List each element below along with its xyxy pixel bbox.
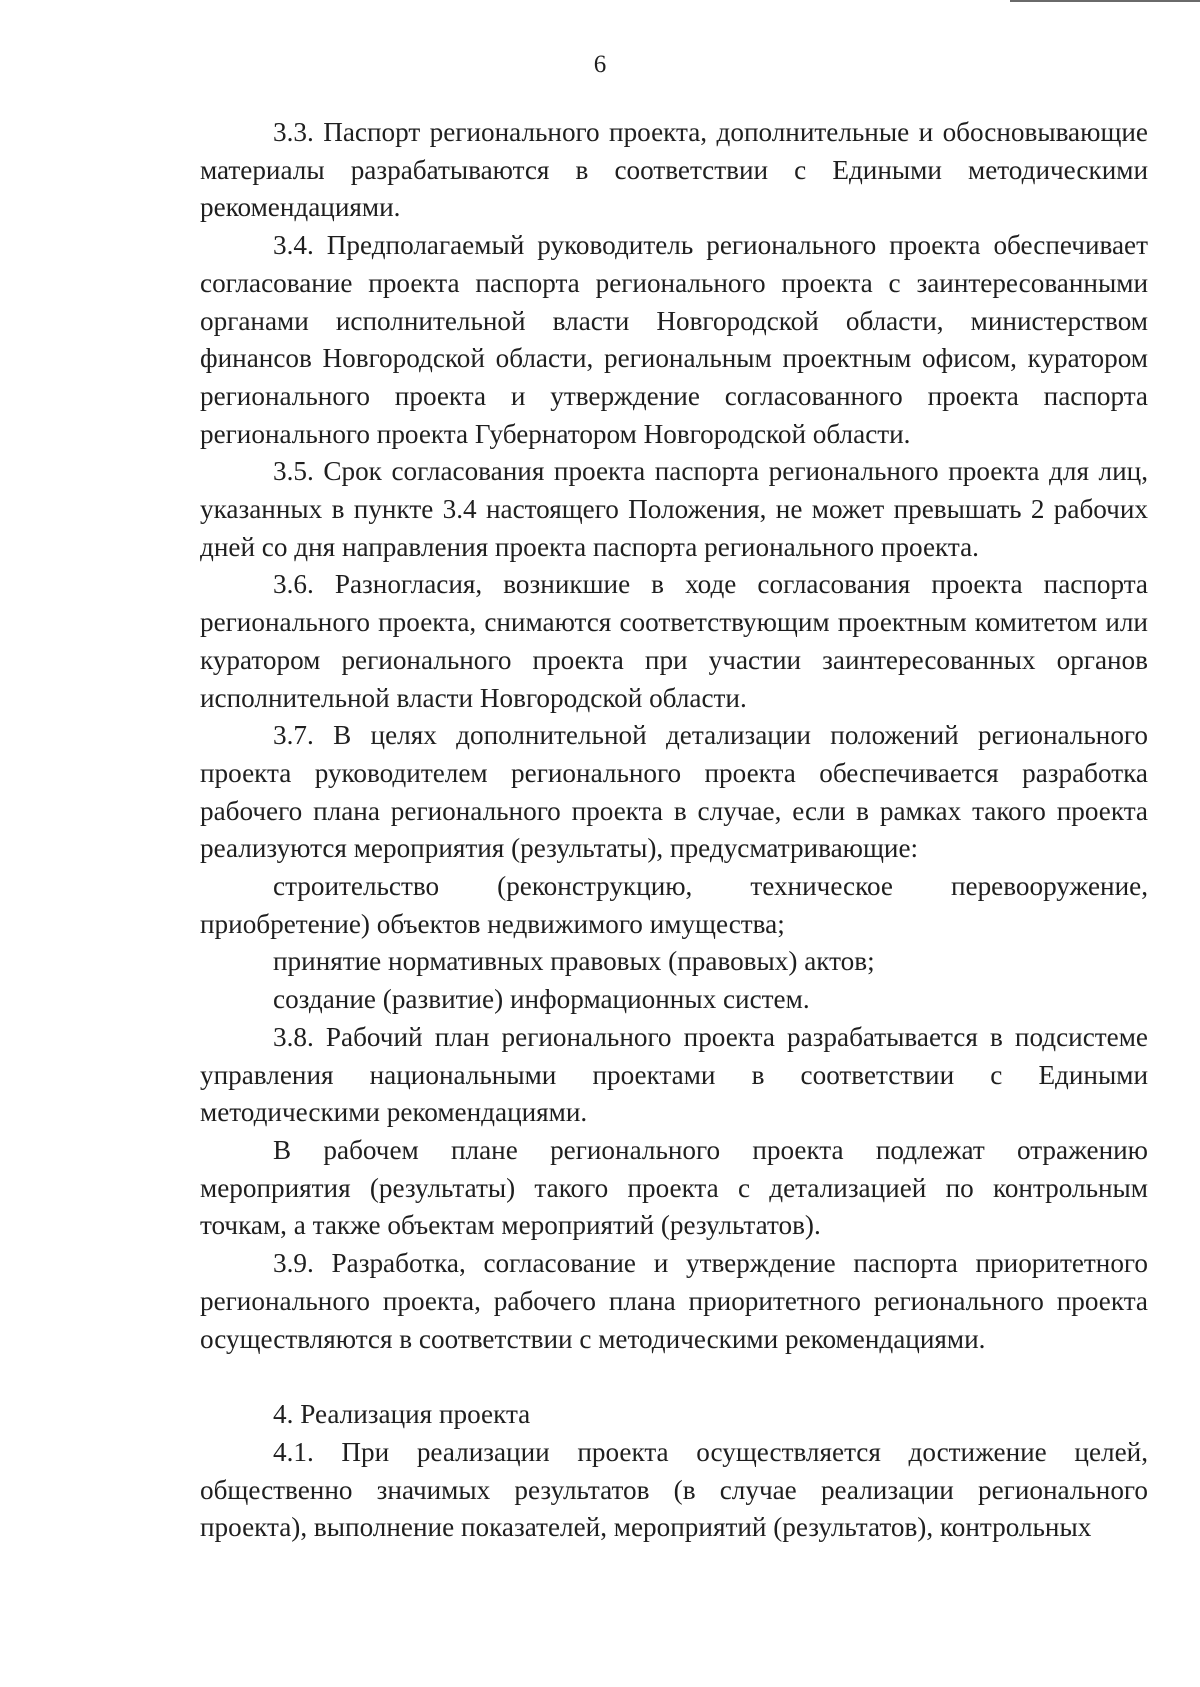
page-number: 6 <box>593 51 607 78</box>
page-body <box>200 114 1148 1547</box>
paragraph-3-5: 3.5. Срок согласования проекта паспорта регионального проекта для лиц, указанных в пункте 3.4 настоящего Положения, не может превышать 2 рабочих дней со дня направления проекта паспорта регионального проекта. <box>200 456 1148 562</box>
paragraph-3-8-work-plan: В рабочем плане регионального проекта подлежат отражению мероприятия (результаты) такого проекта с детализацией по контрольным точкам, а также объектам мероприятий (результатов). <box>200 1134 1148 1241</box>
list-item-legal-acts: принятие нормативных правовых (правовых) актов; <box>273 946 875 977</box>
section-4-heading: 4. Реализация проекта <box>273 1399 531 1430</box>
list-item-information-systems: создание (развитие) информационных систем. <box>273 984 810 1015</box>
paragraph-3-6: 3.6. Разногласия, возникшие в ходе согласования проекта паспорта регионального проекта, снимаются соответствующим проектным комитетом или куратором регионального проекта при участии заинтересованных органов исполнительной власти Новгородской области. <box>200 569 1148 713</box>
paragraph-3-7: 3.7. В целях дополнительной детализации положений регионального проекта руководителем регионального проекта обеспечивается разработка рабочего плана регионального проекта в случае, если в рамках такого проекта реализуются мероприятия (результаты), предусматривающие: <box>200 720 1148 864</box>
list-item-construction: строительство (реконструкцию, техническое перевооружение, приобретение) объектов недвижимого имущества; <box>200 871 1148 939</box>
paragraph-3-9: 3.9. Разработка, согласование и утверждение паспорта приоритетного регионального проекта, рабочего плана приоритетного регионального проекта осуществляются в соответствии с методическими рекомендациями. <box>200 1248 1148 1354</box>
paragraph-3-3: 3.3. Паспорт регионального проекта, дополнительные и обосновывающие материалы разрабатываются в соответствии с Едиными методическими рекомендациями. <box>200 117 1148 223</box>
paragraph-3-4: 3.4. Предполагаемый руководитель регионального проекта обеспечивает согласование проекта паспорта регионального проекта с заинтересованными органами исполнительной власти Новгородской области, министерством финансов Новгородской области, региональным проектным офисом, куратором регионального проекта и утверждение согласованного проекта паспорта регионального проекта Губернатором Новгородской области. <box>200 230 1148 449</box>
scan-edge-mark <box>1010 0 1200 2</box>
paragraph-4-1: 4.1. При реализации проекта осуществляется достижение целей, общественно значимых результатов (в случае реализации регионального проекта), выполнение показателей, мероприятий (результатов), контрольных <box>200 1436 1148 1543</box>
paragraph-3-8: 3.8. Рабочий план регионального проекта разрабатывается в подсистеме управления национальными проектами в соответствии с Едиными методическими рекомендациями. <box>200 1021 1148 1128</box>
